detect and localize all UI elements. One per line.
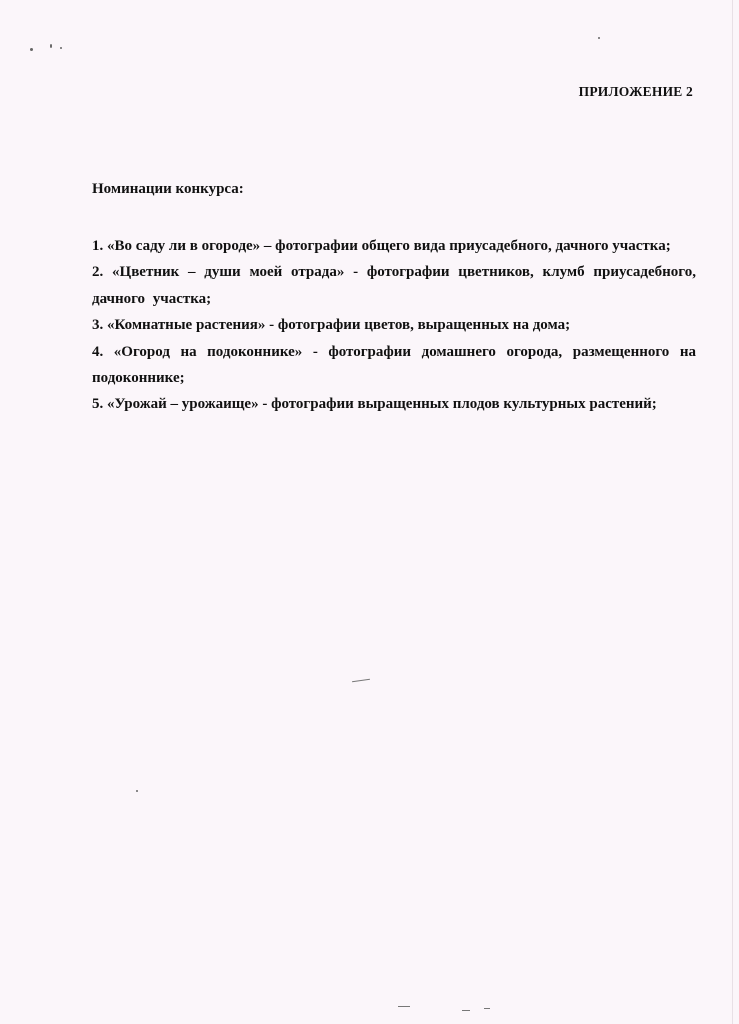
- scan-speck: [598, 37, 600, 39]
- scan-speck: [50, 44, 52, 48]
- scan-speck: [60, 47, 62, 49]
- section-heading: Номинации конкурса:: [92, 181, 244, 197]
- nomination-item: 1. «Во саду ли в огороде» – фотографии общего вида приусадебного, дачного участка;: [92, 238, 671, 254]
- scan-mark: [462, 1010, 470, 1011]
- nominations-list: [92, 233, 696, 418]
- nomination-item: 3. «Комнатные растения» - фотографии цветов, выращенных на дома;: [92, 317, 571, 334]
- page-edge-line: [732, 0, 733, 1024]
- appendix-label: ПРИЛОЖЕНИЕ 2: [578, 84, 693, 99]
- scan-mark: [398, 1006, 410, 1007]
- scan-speck: [30, 48, 33, 51]
- nomination-item: 2. «Цветник – души моей отрада» - фотографии цветников, клумб приусадебного, дачного участка;: [92, 264, 696, 307]
- nomination-item: 5. «Урожай – урожаище» - фотографии выращенных плодов культурных растений;: [92, 396, 657, 413]
- scan-speck: [136, 790, 138, 792]
- scan-mark: [352, 679, 370, 682]
- scan-mark: [484, 1008, 490, 1009]
- nomination-item: 4. «Огород на подоконнике» - фотографии домашнего огорода, размещенного на подоконнике;: [92, 343, 696, 387]
